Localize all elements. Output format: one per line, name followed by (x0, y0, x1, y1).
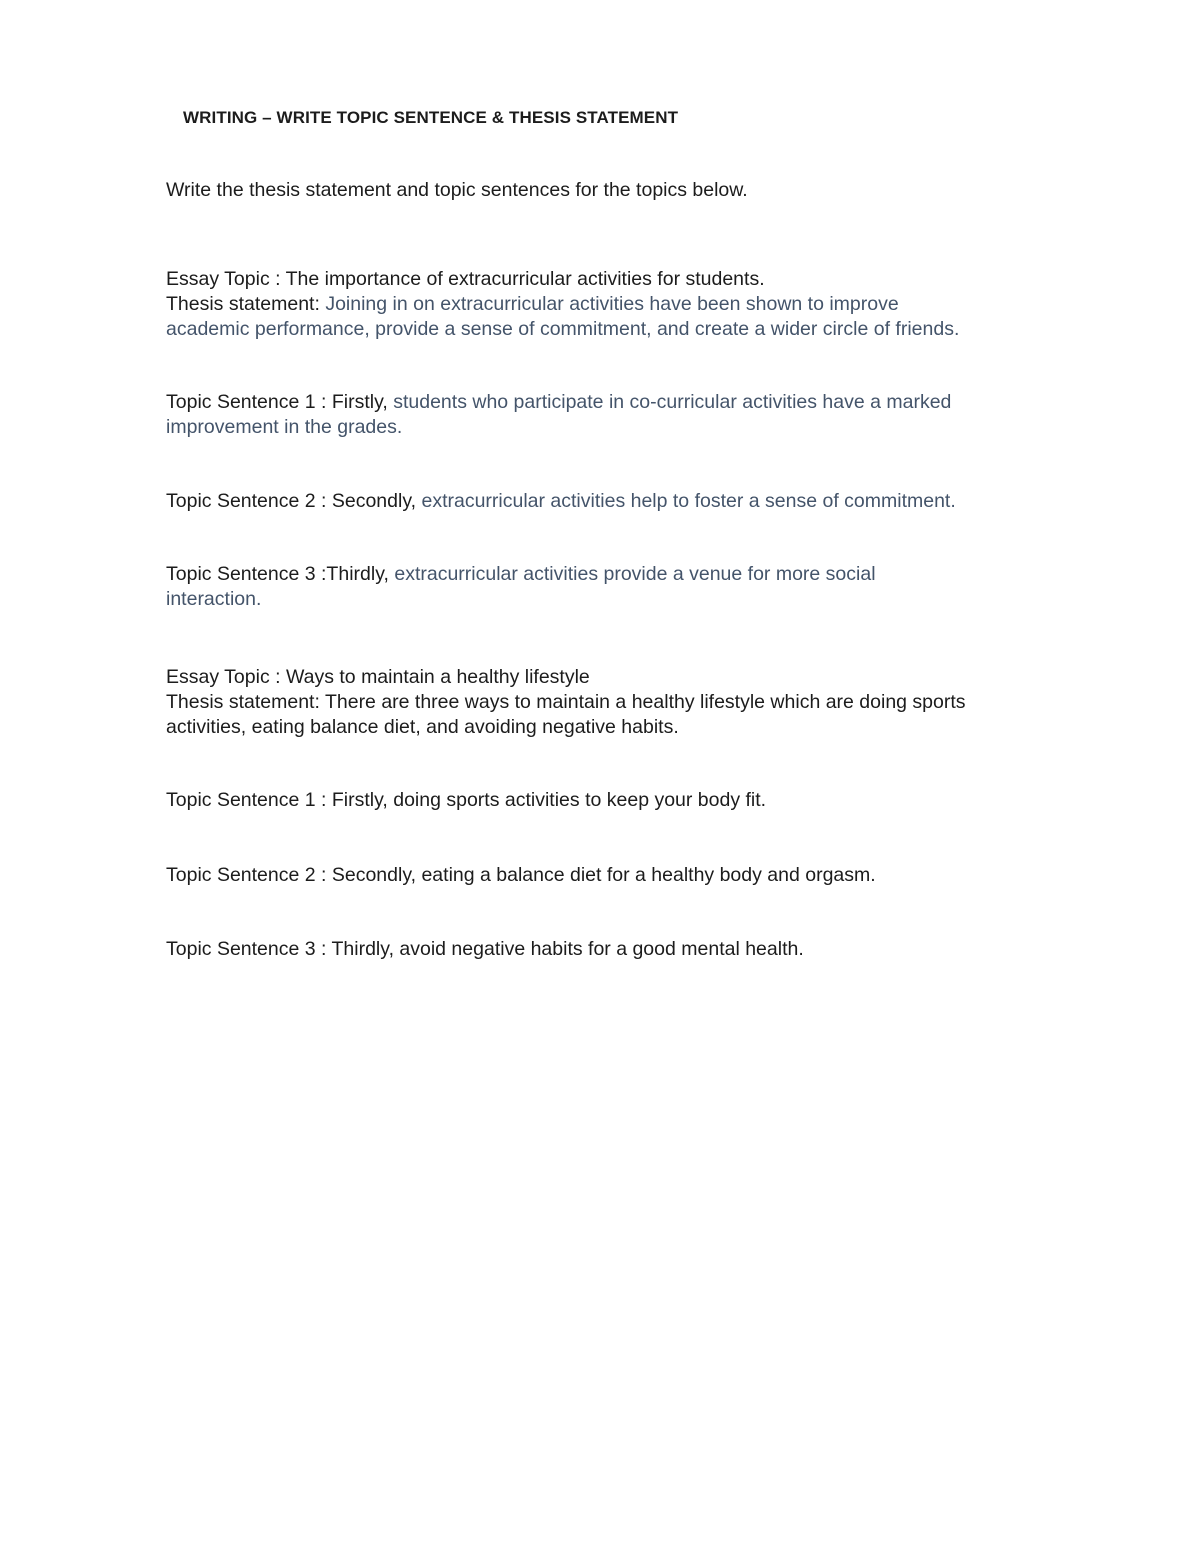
essay1-ts2-label: Topic Sentence 2 : Secondly, (166, 490, 422, 512)
essay1-thesis (166, 292, 899, 317)
essay2-thesis-line2: activities, eating balance diet, and avoiding negative habits. (166, 716, 679, 738)
document-title: WRITING – WRITE TOPIC SENTENCE & THESIS STATEMENT (183, 108, 679, 127)
essay1-topic: Essay Topic : The importance of extracurricular activities for students. (166, 268, 765, 290)
essay2-thesis-line1: Thesis statement: There are three ways to maintain a healthy lifestyle which are doing sports (166, 691, 966, 713)
essay1-topic-sentence-2 (166, 489, 956, 514)
essay1-ts1-label: Topic Sentence 1 : Firstly, (166, 391, 394, 413)
essay1-ts3-label: Topic Sentence 3 :Thirdly, (166, 563, 395, 585)
essay1-thesis-label: Thesis statement: (166, 293, 326, 315)
essay1-ts3-answer-line2: interaction. (166, 588, 262, 610)
essay1-topic-sentence-3 (166, 562, 876, 587)
essay2-topic: Essay Topic : Ways to maintain a healthy lifestyle (166, 666, 590, 688)
essay2-topic-sentence-3: Topic Sentence 3 : Thirdly, avoid negative habits for a good mental health. (166, 938, 804, 960)
essay2-topic-sentence-1: Topic Sentence 1 : Firstly, doing sports activities to keep your body fit. (166, 789, 767, 811)
instructions: Write the thesis statement and topic sentences for the topics below. (166, 179, 748, 201)
essay2-topic-sentence-2: Topic Sentence 2 : Secondly, eating a balance diet for a healthy body and orgasm. (166, 864, 876, 886)
essay1-ts2-answer: extracurricular activities help to foster a sense of commitment. (421, 490, 956, 512)
essay1-thesis-answer-line2: academic performance, provide a sense of commitment, and create a wider circle of friends. (166, 318, 960, 340)
essay1-topic-sentence-1 (166, 390, 951, 415)
essay1-ts1-answer-line1: students who participate in co-curricular activities have a marked (393, 391, 952, 413)
essay1-ts1-answer-line2: improvement in the grades. (166, 416, 403, 438)
essay1-thesis-answer-line1: Joining in on extracurricular activities have been shown to improve (325, 293, 899, 315)
essay1-ts3-answer-line1: extracurricular activities provide a venue for more social (394, 563, 876, 585)
